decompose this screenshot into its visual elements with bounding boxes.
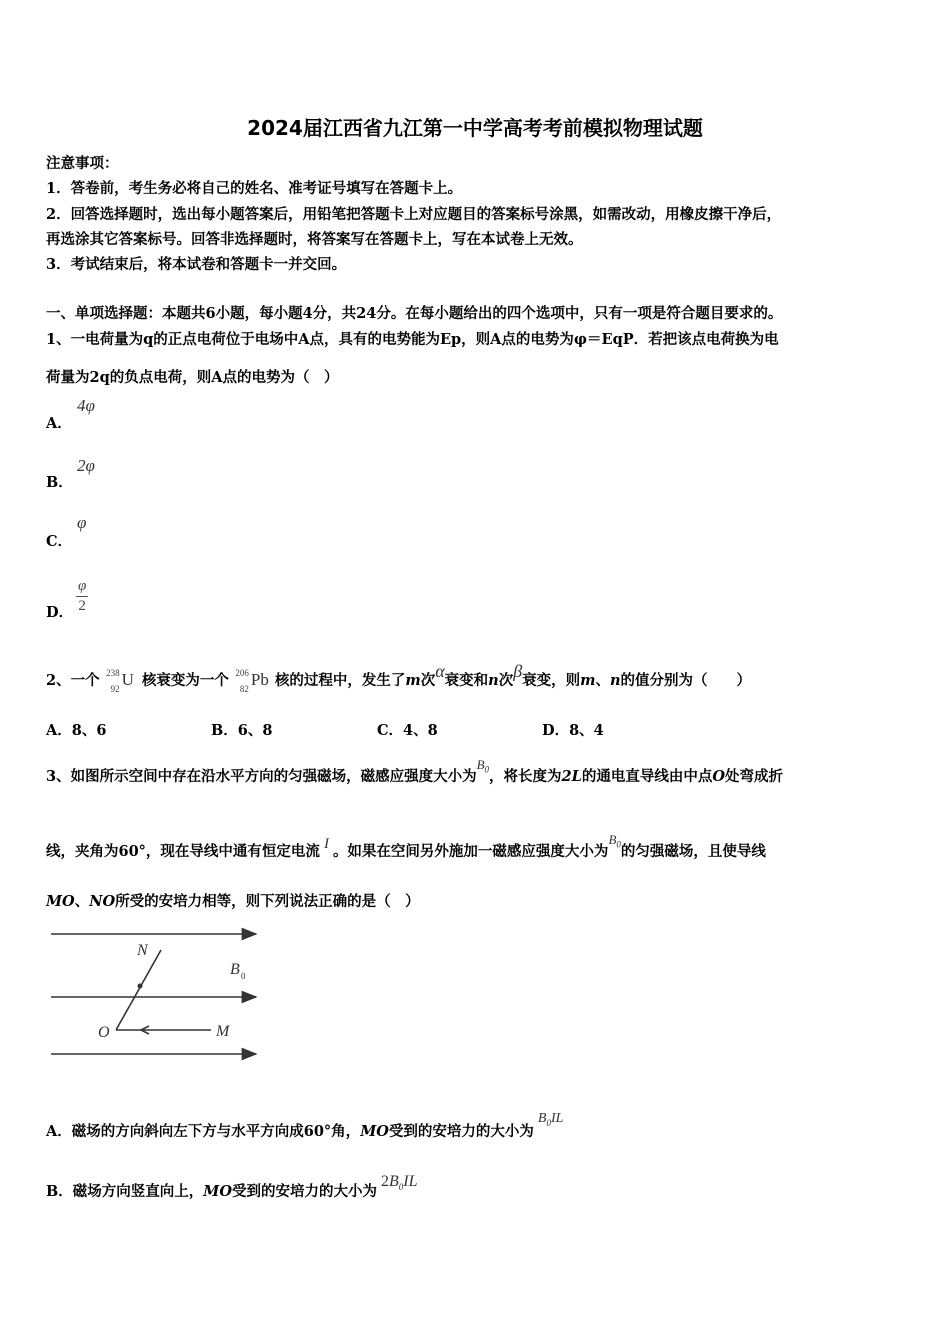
magnetic-field-figure (46, 924, 266, 1064)
notice-heading: 注意事项： (46, 155, 119, 172)
q3-option-a-math (538, 1111, 564, 1126)
q2-ci-1: 次 (420, 672, 436, 689)
b0-subscript-2: 0 (616, 839, 621, 850)
lead-atomic-number: 82 (239, 684, 249, 694)
q2-ci-2: 次 (498, 672, 514, 689)
b0-letter-2: B (608, 832, 617, 847)
current-i-symbol: I (323, 836, 329, 852)
q3-stem-line-3 (46, 890, 420, 911)
b0-letter: B (476, 757, 485, 772)
q1-stem-line-1: 1、一电荷量为q的正点电荷位于电场中A点，具有的电势能为Ep，则A点的电势为φ＝EqP．若把该点电荷换为电 (46, 331, 779, 348)
lead-isotope-prefix (229, 668, 251, 694)
notice-item-3: 3．考试结束后，将本试卷和答题卡一并交回。 (46, 256, 347, 273)
beta-symbol: β (513, 661, 523, 681)
b0-letter-a: B (537, 1111, 547, 1126)
q3-option-a (46, 1111, 564, 1142)
uranium-mass-number: 238 (106, 668, 120, 678)
lead-mass-number: 206 (235, 668, 249, 678)
q2-sep: 、 (595, 672, 610, 689)
q3-option-a-text-2: 受到的安培力的大小为 (388, 1123, 534, 1140)
b0-symbol (476, 757, 490, 775)
q1-option-b-label: B． (46, 474, 73, 491)
q3-text-2c: 的匀强磁场，且使导线 (620, 843, 766, 860)
fraction-numerator: φ (76, 579, 88, 597)
uranium-atomic-number: 92 (110, 684, 120, 694)
il-b: IL (403, 1173, 418, 1190)
b0-subscript-a: 0 (546, 1117, 551, 1128)
q2-stem (46, 661, 752, 694)
q1-option-d-label: D． (46, 604, 74, 621)
q3-stem-line-2 (46, 832, 766, 862)
label-b-subscript: 0 (241, 971, 246, 981)
label-o: O (98, 1024, 110, 1041)
q3-text-3b: 所受的安培力相等，则下列说法正确的是（ ） (115, 893, 420, 910)
q1-option-c-math: φ (77, 513, 87, 532)
q3-text-1b: ，将长度为 (489, 768, 562, 785)
q3-option-a-mo: MO (360, 1123, 389, 1140)
q3-option-a-text-1: A．磁场的方向斜向左下方与水平方向成60°角， (46, 1123, 361, 1140)
q2-mid-1: 核衰变为一个 (141, 672, 229, 689)
uranium-isotope-prefix (100, 668, 122, 694)
b0-subscript: 0 (484, 764, 490, 775)
section-heading: 一、单项选择题：本题共6小题，每小题4分，共24分。在每小题给出的四个选项中，只有一项是符合题目要求的。 (46, 305, 783, 322)
q1-stem-line-2: 荷量为2q的负点电荷，则A点的电势为（ ） (46, 369, 339, 386)
q2-option-b: B．6、8 (211, 722, 273, 739)
q3-option-b-mo: MO (203, 1183, 232, 1200)
q3-text-2b: 。如果在空间另外施加一磁感应强度大小为 (332, 843, 609, 860)
wire-on-current-dot (138, 984, 143, 989)
segment-mo: MO (46, 893, 75, 910)
b0-subscript-b: 0 (398, 1182, 404, 1193)
fraction-denominator: 2 (78, 598, 86, 614)
q2-mid-4: 衰变，则 (522, 672, 581, 689)
q2-n: n (488, 672, 499, 689)
q1-option-d-fraction (76, 579, 88, 614)
label-b: B (230, 961, 240, 978)
q2-m-2: m (580, 672, 596, 689)
q3-text-2a: 线，夹角为60°，现在导线中通有恒定电流 (46, 843, 320, 860)
q3-text-3a: 、 (74, 893, 90, 910)
q3-stem-line-1 (46, 757, 783, 787)
il-a: IL (550, 1111, 564, 1126)
label-n: N (137, 942, 148, 959)
notice-item-2-line-1: 2．回答选择题时，选出每小题答案后，用铅笔把答题卡上对应题目的答案标号涂黑，如需改动，用橡皮擦干净后， (46, 206, 782, 223)
page-title: 2024届江西省九江第一中学高考考前模拟物理试题 (247, 116, 703, 140)
q1-option-a-label: A． (46, 415, 72, 432)
length-2l: 2L (561, 768, 582, 785)
q3-option-b-text-2: 受到的安培力的大小为 (231, 1183, 377, 1200)
label-m: M (216, 1023, 230, 1040)
q3-option-b-math (380, 1173, 418, 1193)
wire-segment-on (116, 950, 161, 1030)
b0-symbol-2 (608, 832, 621, 850)
q2-m: m (405, 672, 421, 689)
q1-option-c-label: C． (46, 533, 73, 550)
lead-symbol: Pb (250, 670, 269, 689)
q2-mid-3: 衰变和 (444, 672, 489, 689)
notice-item-1: 1．答卷前，考生务必将自己的姓名、准考证号填写在答题卡上。 (46, 180, 463, 197)
q3-text-1a: 3、如图所示空间中存在沿水平方向的匀强磁场，磁感应强度大小为 (46, 768, 477, 785)
coef-2: 2 (380, 1173, 389, 1190)
q3-text-1c: 的通电直导线由中点 (581, 768, 713, 785)
notice-item-2-line-2: 再选涂其它答案标号。回答非选择题时，将答案写在答题卡上，写在本试卷上无效。 (46, 231, 583, 248)
q3-text-1d: 处弯成折 (724, 768, 783, 785)
uranium-symbol: U (121, 670, 134, 689)
q2-option-c: C．4、8 (377, 722, 438, 739)
q1-option-b-math: 2φ (77, 456, 95, 475)
alpha-symbol: α (435, 661, 445, 681)
q1-option-a-math: 4φ (77, 396, 95, 415)
q3-option-b-text-1: B．磁场方向竖直向上， (46, 1183, 204, 1200)
b0-letter-b: B (388, 1173, 399, 1190)
segment-no: NO (89, 893, 116, 910)
point-o: O (712, 768, 725, 785)
q2-option-d: D．8、4 (542, 722, 604, 739)
q2-suffix: 的值分别为（ ） (620, 672, 752, 689)
q2-mid-2: 核的过程中，发生了 (274, 672, 406, 689)
q3-option-b (46, 1173, 418, 1202)
q2-prefix: 2、一个 (46, 672, 100, 689)
q2-option-a: A．8、6 (46, 722, 107, 739)
q2-n-2: n (610, 672, 621, 689)
